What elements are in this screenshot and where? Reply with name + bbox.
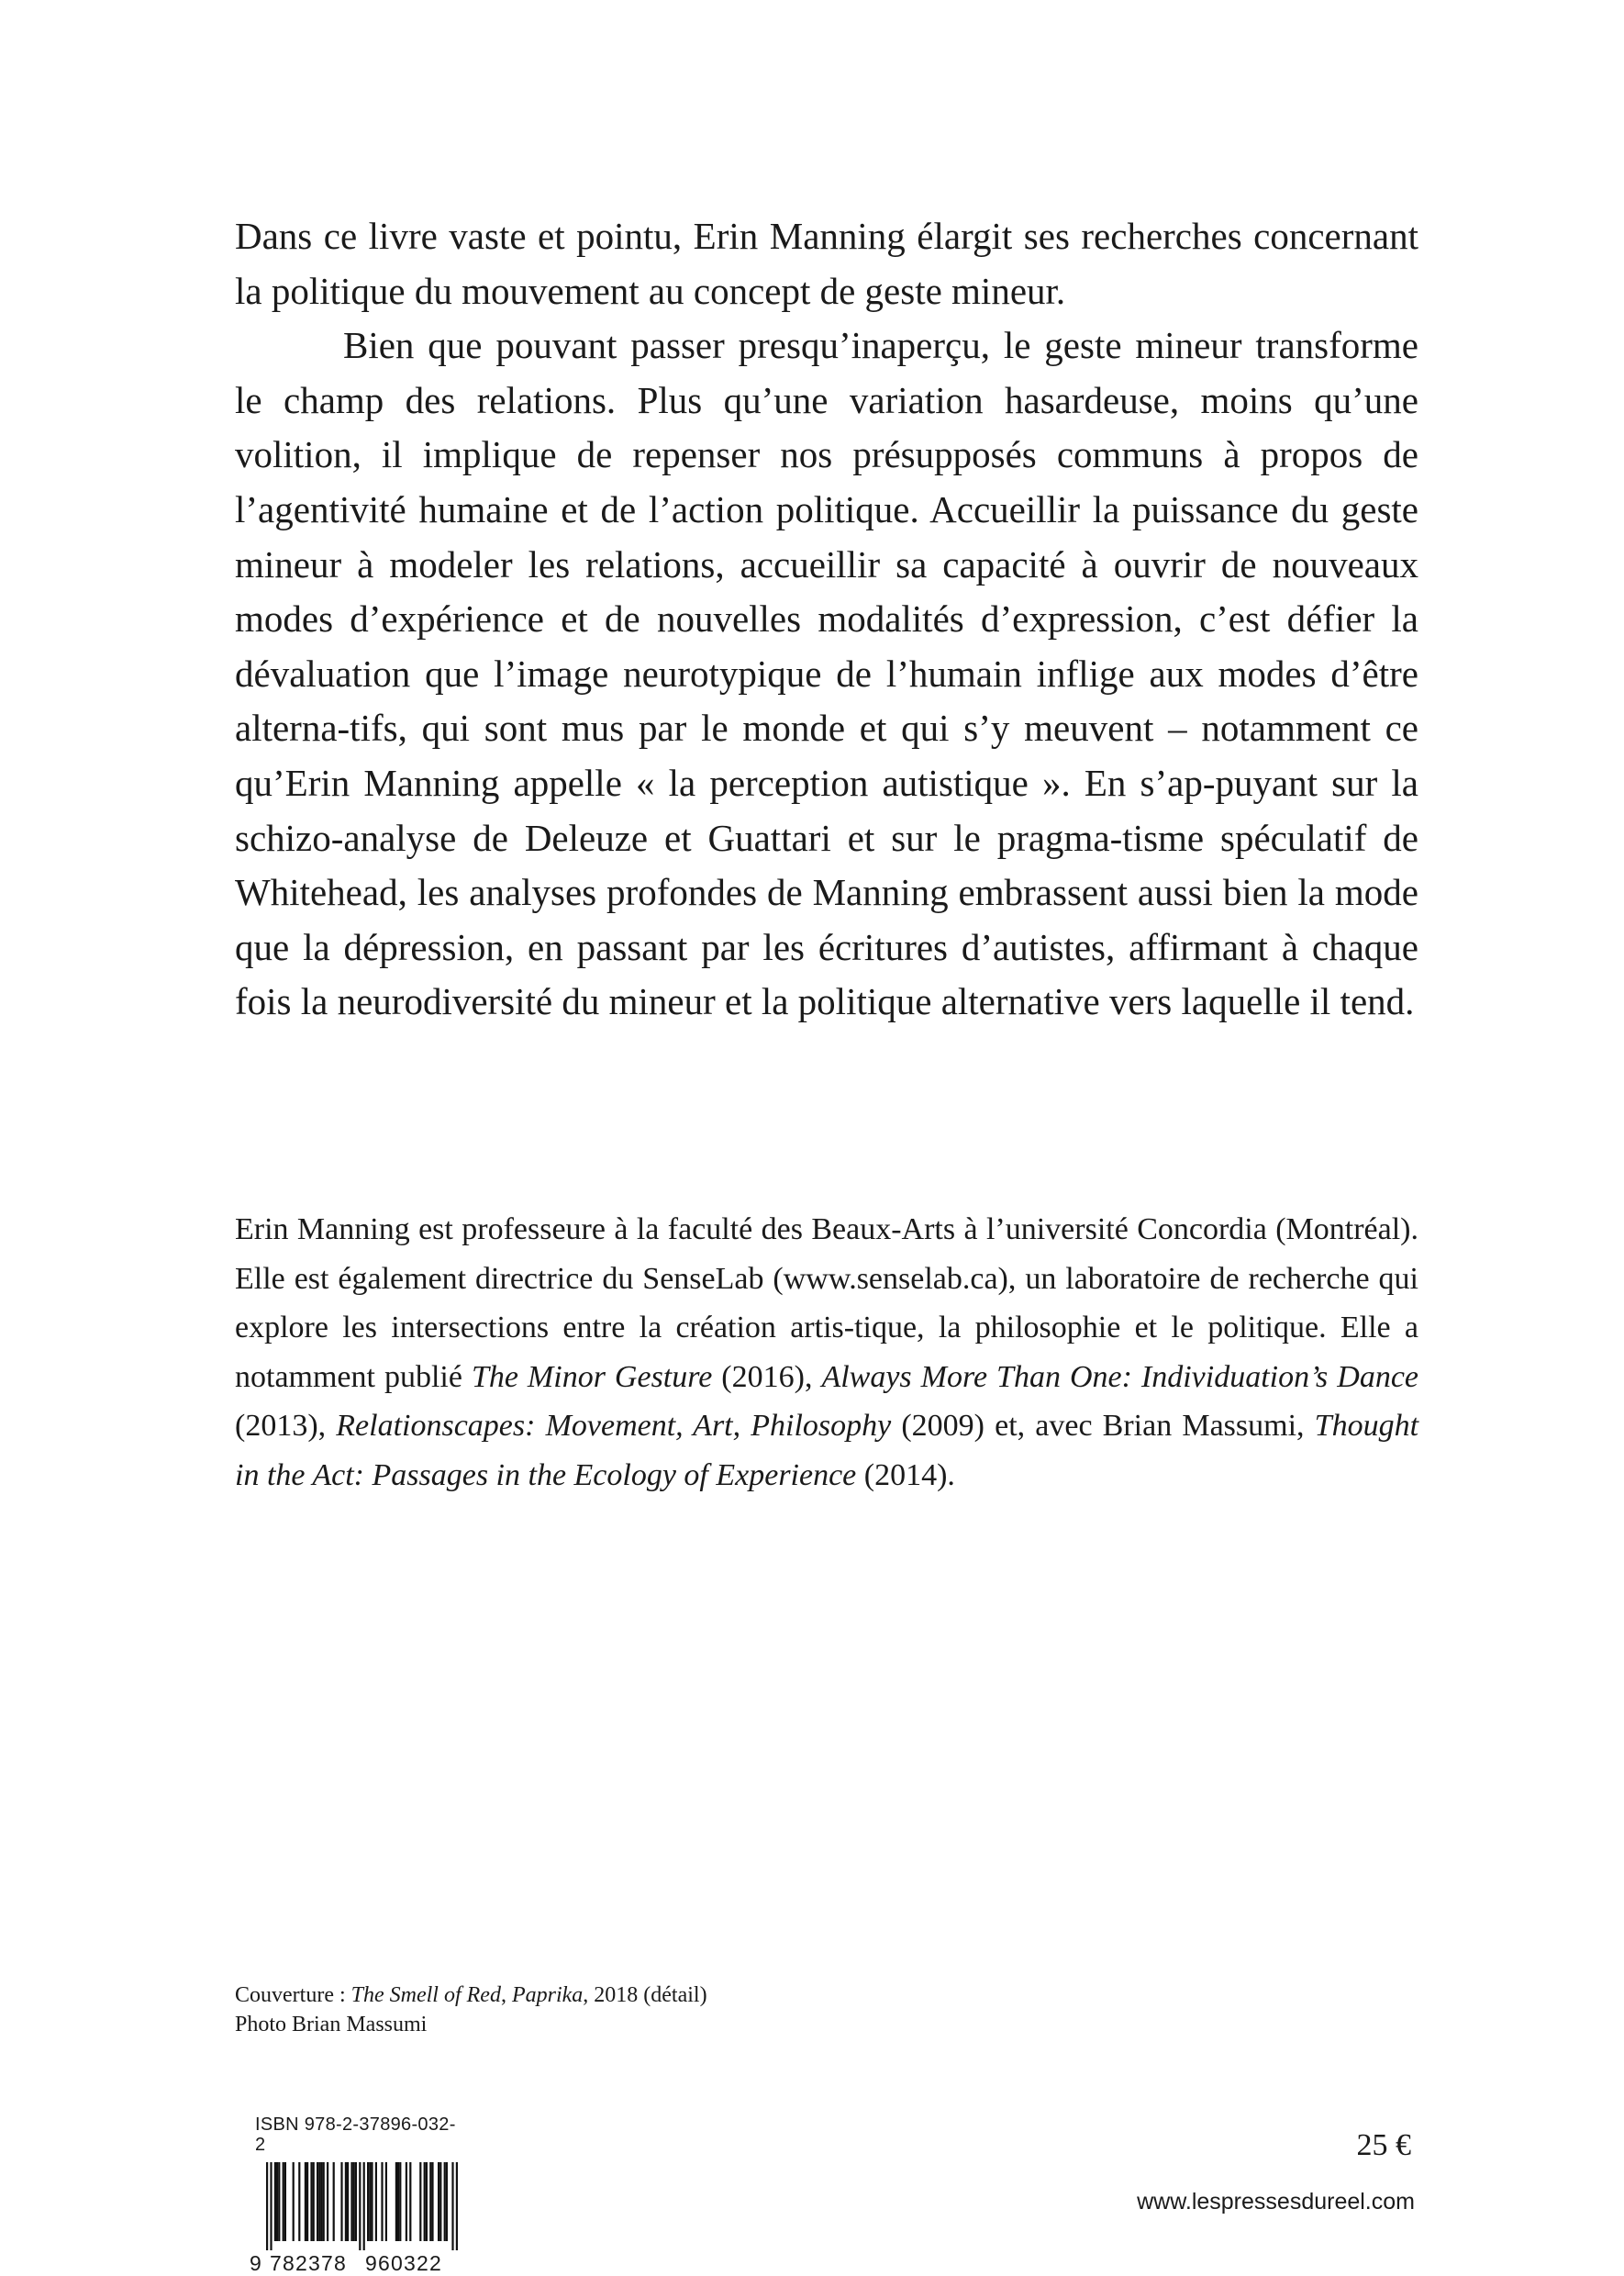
barcode-image (250, 2162, 462, 2250)
barcode-bar (284, 2162, 286, 2241)
artwork-title: The Smell of Red (350, 1983, 501, 2007)
barcode-bar (333, 2162, 335, 2241)
barcode-bar (451, 2162, 453, 2250)
isbn-barcode-block (250, 2114, 462, 2274)
barcode-bar (395, 2162, 397, 2241)
blurb-paragraph-1: Dans ce livre vaste et pointu, Erin Manning élargit ses recherches concernant la politique du mouvement au concept de geste mineur. (235, 215, 1418, 312)
credit-label: Couverture : (235, 1983, 351, 2007)
bio-book-title: Thought in the Act: Passages in the Ecology of Experience (235, 1409, 1419, 1492)
bio-text: (2009) et, avec Brian Massumi, (891, 1409, 1315, 1443)
bio-text: Erin Manning est professeure à la faculté des Beaux-Arts à l’université Concordia (Montréal). Elle est également directrice du SenseLab (www.senselab.ca), un laboratoire de recherche qui explore les intersections entre la création artis-tique, la philosophie et le politique. Elle a notamment publié (235, 1212, 1418, 1394)
barcode-bar (409, 2162, 411, 2241)
bio-book-title: Relationscapes: Movement, Art, Philosophy (336, 1409, 892, 1443)
barcode-bar (313, 2162, 315, 2241)
barcode-bar (347, 2162, 349, 2241)
artwork-series: Paprika (511, 1983, 584, 2007)
barcode-bar (429, 2162, 431, 2241)
barcode-bar (444, 2162, 446, 2241)
barcode-bar (270, 2162, 272, 2250)
barcode-bar (355, 2162, 357, 2241)
barcode-bar (298, 2162, 300, 2241)
barcode-bar (426, 2162, 428, 2241)
barcode-bar (456, 2162, 458, 2250)
barcode-bar (305, 2162, 306, 2241)
barcode-bar (350, 2162, 352, 2241)
photo-credit-line: Photo Brian Massumi (235, 2013, 428, 2036)
credit-separator: , (500, 1983, 512, 2007)
bio-book-title: The Minor Gesture (471, 1359, 713, 1394)
barcode-digits (250, 2252, 462, 2274)
barcode-bar (310, 2162, 312, 2241)
bio-text: (2016), (712, 1359, 822, 1394)
author-bio-paragraph (235, 1205, 1418, 1500)
barcode-bar (323, 2162, 325, 2241)
barcode-bar (438, 2162, 439, 2241)
barcode-bar (318, 2162, 320, 2241)
barcode-bar (363, 2162, 365, 2250)
barcode-digits-right: 960322 (365, 2251, 442, 2275)
barcode-bar (266, 2162, 268, 2250)
bio-text: (2013), (235, 1409, 337, 1443)
barcode-bar (367, 2162, 369, 2241)
barcode-bar (431, 2162, 433, 2241)
cover-credit-line (235, 1980, 707, 2010)
barcode-digit-lead: 9 (250, 2251, 262, 2275)
barcode-bar (397, 2162, 399, 2241)
publisher-website: www.lespressesdureel.com (1137, 2189, 1415, 2215)
credit-details: , 2018 (détail) (583, 1983, 707, 2007)
barcode-bar (424, 2162, 426, 2241)
barcode-bar (306, 2162, 308, 2241)
barcode-bar (283, 2162, 284, 2241)
barcode-bar (399, 2162, 401, 2241)
barcode-bar (446, 2162, 448, 2241)
barcode-bar (276, 2162, 278, 2241)
barcode-bar (359, 2162, 361, 2250)
barcode-bar (345, 2162, 347, 2241)
back-cover-blurb (235, 209, 1418, 1030)
bio-book-title: Always More Than One: Individuation’s Dance (821, 1359, 1418, 1394)
price: 25 € (1356, 2128, 1411, 2162)
barcode-bar (340, 2162, 342, 2241)
barcode-bar (317, 2162, 318, 2241)
barcode-bar (371, 2162, 373, 2241)
barcode-bar (406, 2162, 407, 2241)
blurb-paragraph-2: Bien que pouvant passer presqu’inaperçu, le geste mineur transforme le champ des relations. Plus qu’une variation hasardeuse, moins qu’une volition, il implique de repenser nos présupposés communs à propos de l’agentivité humaine et de l’action politique. Accueillir la puissance du geste mineur à modeler les relations, accueillir sa capacité à ouvrir de nouveaux modes d’expérience et de nouvelles modalités d’expression, c’est défier la dévaluation que l’image neurotypique de l’humain inflige aux modes d’être alterna-tifs, qui sont mus par le monde et qui s’y meuvent – notamment ce qu’Erin Manning appelle « la perception autistique ». En s’ap-puyant sur la schizo-analyse de Deleuze et Guattari et sur le pragma-tisme spéculatif de Whitehead, les analyses profondes de Manning embrassent aussi bien la mode que la dépression, en passant par les écritures d’autistes, affirmant à chaque fois la neurodiversité du mineur et la politique alternative vers laquelle il tend. (235, 324, 1418, 1023)
barcode-bar (369, 2162, 371, 2241)
barcode-bar (274, 2162, 276, 2241)
bio-text: (2014). (856, 1457, 955, 1492)
barcode-bar (375, 2162, 377, 2241)
barcode-digits-left: 782378 (270, 2251, 347, 2275)
barcode-bar (385, 2162, 387, 2241)
author-bio (235, 1205, 1418, 1500)
cover-credits (235, 1980, 707, 2039)
barcode-bar (419, 2162, 421, 2241)
isbn-label: ISBN 978-2-37896-032-2 (255, 2114, 456, 2155)
barcode-bar (439, 2162, 441, 2241)
barcode-bar (278, 2162, 280, 2241)
barcode-bar (320, 2162, 322, 2241)
barcode-bar (327, 2162, 328, 2241)
barcode-bar (353, 2162, 355, 2241)
barcode-bar (293, 2162, 295, 2241)
barcode-bar (381, 2162, 383, 2241)
